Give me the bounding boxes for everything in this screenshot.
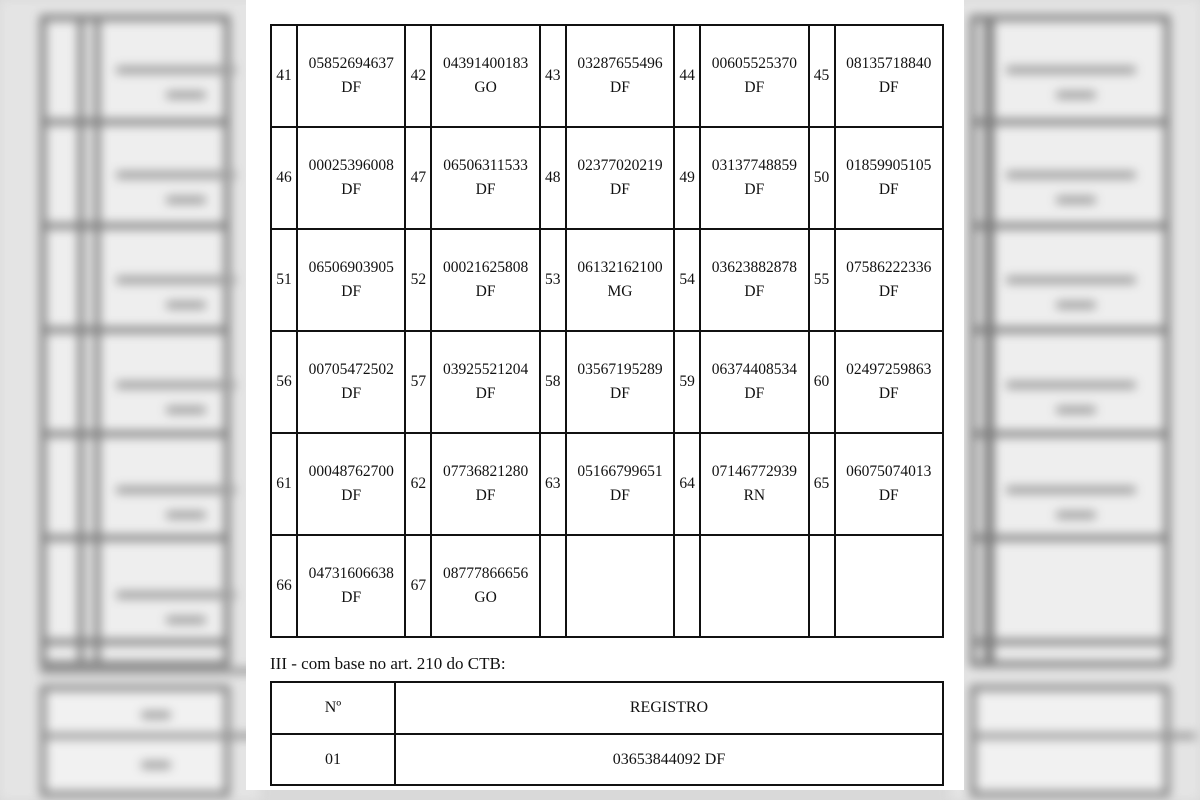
registros-table [270, 24, 944, 638]
table-row [271, 433, 943, 535]
registro-value [297, 229, 405, 331]
registro-codigo: 03567195289 [577, 361, 663, 378]
registro-uf: DF [878, 181, 899, 198]
registro-number: 46 [271, 127, 297, 229]
registro-table [270, 681, 944, 786]
registro-uf: DF [610, 79, 630, 96]
registro-number: 63 [540, 433, 566, 535]
table-row [271, 229, 943, 331]
registro-uf: GO [474, 79, 497, 96]
registro-uf: DF [878, 385, 899, 402]
registro-value [297, 433, 405, 535]
registro-value [297, 535, 405, 637]
registro-number: 59 [674, 331, 700, 433]
registro-codigo: 00705472502 [308, 361, 394, 378]
registro-codigo: 06374408534 [711, 361, 797, 378]
registro-codigo: 04391400183 [442, 55, 529, 72]
registro-uf: DF [878, 79, 899, 96]
registro-uf: DF [744, 385, 765, 402]
registro-number: 53 [540, 229, 566, 331]
registro-codigo: 08135718840 [846, 55, 932, 72]
registro-codigo: 03925521204 [442, 361, 529, 378]
registro-number: 43 [540, 25, 566, 127]
registro-number: 65 [809, 433, 835, 535]
registro-value [835, 25, 943, 127]
registro-value [566, 25, 674, 127]
registro-uf: DF [610, 385, 630, 402]
registro-value [566, 535, 674, 637]
registro-number: 51 [271, 229, 297, 331]
registro-uf: DF [878, 487, 899, 504]
registro-uf: DF [610, 487, 630, 504]
registro-value [700, 331, 808, 433]
registro-value [431, 25, 539, 127]
registro-uf: MG [607, 283, 633, 300]
registro-uf: DF [341, 79, 362, 96]
registro-number: 42 [405, 25, 431, 127]
registro-number: 60 [809, 331, 835, 433]
registro-number: 54 [674, 229, 700, 331]
registro-codigo: 06506903905 [308, 259, 394, 276]
registro-codigo: 05166799651 [577, 463, 663, 480]
registro-value [835, 535, 943, 637]
registro-codigo: 07736821280 [442, 463, 529, 480]
registro-number: 61 [271, 433, 297, 535]
registro-value [566, 229, 674, 331]
registro-number [540, 535, 566, 637]
registro-codigo: 04731606638 [308, 565, 394, 582]
registro-codigo: 06132162100 [577, 259, 663, 276]
registro-number: 41 [271, 25, 297, 127]
registro-value [835, 229, 943, 331]
registro-codigo: 00025396008 [308, 157, 394, 174]
registro-uf: DF [341, 385, 362, 402]
registro-number: 66 [271, 535, 297, 637]
table-row [271, 734, 943, 785]
registro-codigo: 07586222336 [846, 259, 932, 276]
registro-value [297, 127, 405, 229]
registro-value [700, 433, 808, 535]
blurred-background-right [950, 0, 1200, 800]
registro-codigo: 06075074013 [846, 463, 932, 480]
registro-number: 45 [809, 25, 835, 127]
registro-number: 44 [674, 25, 700, 127]
registro-number: 56 [271, 331, 297, 433]
registro-number: 48 [540, 127, 566, 229]
registro-value [700, 535, 808, 637]
registro-value [835, 433, 943, 535]
row-num: 01 [271, 734, 395, 785]
registro-value [835, 127, 943, 229]
registro-uf: DF [341, 181, 362, 198]
registro-value [566, 331, 674, 433]
registro-value [431, 229, 539, 331]
registro-codigo: 03623882878 [711, 259, 797, 276]
registro-value [431, 331, 539, 433]
table-row [271, 331, 943, 433]
registro-number: 50 [809, 127, 835, 229]
row-registro: 03653844092 DF [395, 734, 943, 785]
registro-codigo: 02497259863 [846, 361, 932, 378]
registro-value [297, 331, 405, 433]
registro-uf: DF [475, 487, 496, 504]
registro-uf: DF [744, 283, 765, 300]
registro-uf: GO [474, 589, 497, 606]
registro-value [700, 229, 808, 331]
registro-uf: DF [475, 181, 496, 198]
registro-number [809, 535, 835, 637]
table-row [271, 25, 943, 127]
registro-value [431, 535, 539, 637]
registro-codigo: 00021625808 [442, 259, 529, 276]
registro-number: 62 [405, 433, 431, 535]
registro-number: 58 [540, 331, 566, 433]
registro-codigo: 07146772939 [711, 463, 797, 480]
registro-codigo: 03287655496 [577, 55, 663, 72]
registro-codigo: 05852694637 [308, 55, 394, 72]
registro-number: 47 [405, 127, 431, 229]
registro-value [566, 433, 674, 535]
registro-value [431, 433, 539, 535]
registro-uf: DF [878, 283, 899, 300]
blurred-background-left [0, 0, 260, 800]
registro-number [674, 535, 700, 637]
registro-number: 57 [405, 331, 431, 433]
registro-uf: DF [475, 283, 496, 300]
registro-value [835, 331, 943, 433]
table-row [271, 535, 943, 637]
registro-codigo: 02377020219 [577, 157, 663, 174]
document-page [246, 0, 964, 790]
registro-number: 52 [405, 229, 431, 331]
registro-uf: DF [341, 589, 362, 606]
registro-number: 64 [674, 433, 700, 535]
registro-uf: DF [475, 385, 496, 402]
registro-codigo: 01859905105 [846, 157, 932, 174]
registro-value [700, 25, 808, 127]
registro-uf: DF [341, 487, 362, 504]
registro-table-header [271, 682, 943, 734]
registro-value [566, 127, 674, 229]
header-registro: REGISTRO [395, 682, 943, 734]
registro-number: 49 [674, 127, 700, 229]
registro-number: 55 [809, 229, 835, 331]
registro-value [297, 25, 405, 127]
registro-value [700, 127, 808, 229]
registro-uf: DF [341, 283, 362, 300]
registro-uf: DF [610, 181, 630, 198]
registro-codigo: 00048762700 [308, 463, 394, 480]
registro-codigo: 00605525370 [711, 55, 797, 72]
header-num: Nº [271, 682, 395, 734]
registro-value [431, 127, 539, 229]
registro-codigo: 08777866656 [442, 565, 529, 582]
section-caption: III - com base no art. 210 do CTB: [270, 654, 506, 673]
registro-codigo: 03137748859 [711, 157, 797, 174]
registro-uf: DF [744, 181, 765, 198]
registro-codigo: 06506311533 [443, 157, 528, 174]
registro-uf: RN [743, 487, 766, 504]
registro-number: 67 [405, 535, 431, 637]
table-row [271, 127, 943, 229]
registro-uf: DF [744, 79, 765, 96]
